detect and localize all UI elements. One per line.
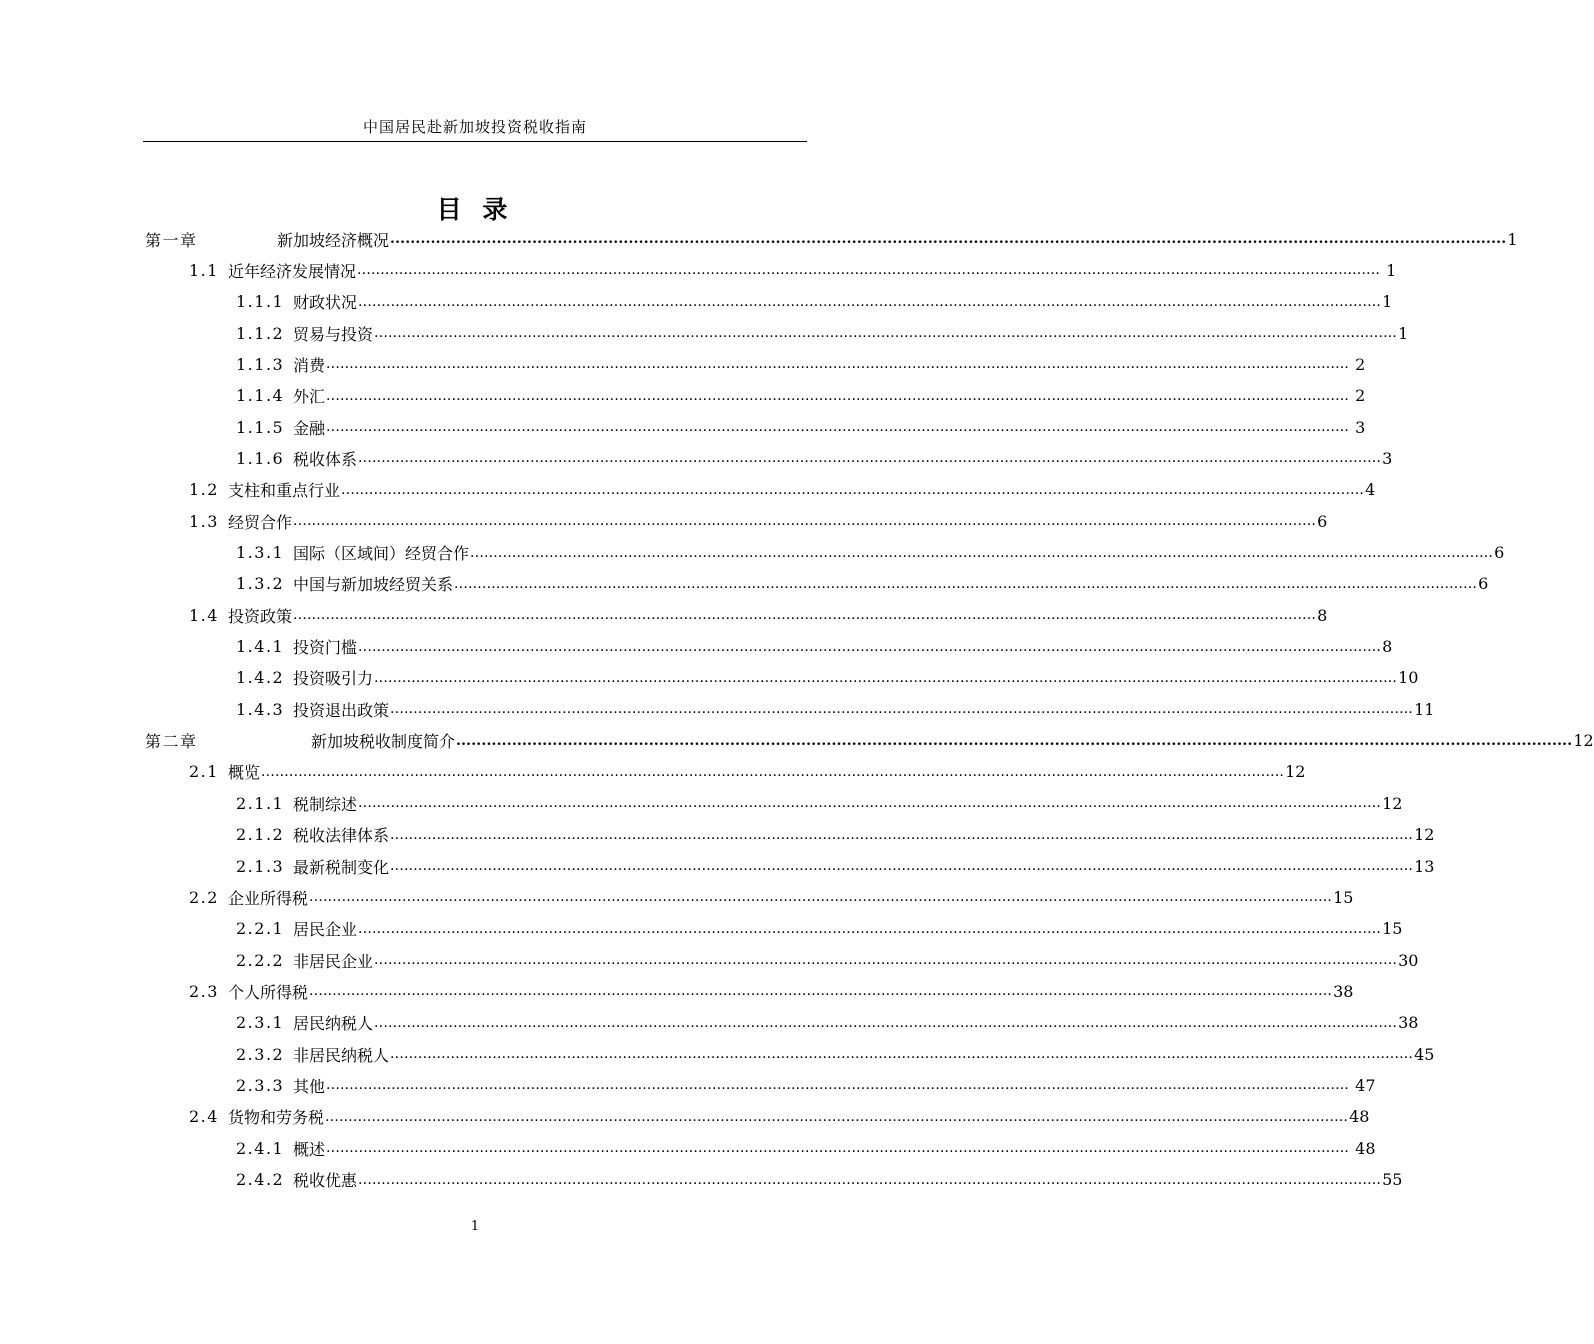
toc-entry[interactable] bbox=[189, 600, 1328, 630]
toc-page-number: 8 bbox=[1382, 637, 1393, 657]
header-rule bbox=[143, 141, 807, 142]
toc-page-number: 55 bbox=[1382, 1170, 1403, 1189]
toc-dot-leader: ............................................................................................................................................................................................................................ bbox=[470, 544, 1494, 561]
toc-dot-leader: ............................................................................................................................................................................................................................ bbox=[326, 356, 1350, 373]
toc-entry-title: 税收体系 bbox=[293, 449, 358, 469]
toc-entry-number: 2.3.1 bbox=[236, 1013, 285, 1033]
toc-entry-number: 1.3.1 bbox=[236, 543, 285, 562]
toc-page-number: 38 bbox=[1333, 981, 1354, 1001]
toc-entry-title: 外汇 bbox=[293, 387, 326, 407]
toc-entry[interactable] bbox=[189, 976, 1354, 1006]
toc-page-number: 15 bbox=[1333, 887, 1354, 907]
toc-entry-title: 近年经济发展情况 bbox=[228, 261, 357, 281]
toc-entry-number: 2.3 bbox=[189, 981, 219, 1001]
toc-dot-leader: ............................................................................................................................................................................................................................ bbox=[326, 419, 1350, 436]
toc-dot-leader: ............................................................................................................................................................................................................................ bbox=[390, 826, 1414, 843]
toc-entry[interactable] bbox=[189, 255, 1397, 285]
toc-page-number: 1 bbox=[1382, 292, 1393, 312]
toc-entry[interactable] bbox=[236, 569, 1489, 599]
toc-entry[interactable] bbox=[189, 1102, 1370, 1132]
toc-page-number: 1 bbox=[1507, 229, 1518, 249]
toc-dot-leader: ............................................................................................................................................................................................................................ bbox=[357, 262, 1381, 279]
toc-entry-title: 居民企业 bbox=[293, 920, 358, 940]
toc-title: 目 录 bbox=[436, 195, 514, 224]
toc-page-number: 13 bbox=[1414, 856, 1435, 876]
toc-entry-number: 1.4 bbox=[189, 605, 219, 625]
toc-dot-leader: ............................................................................................................................................................................................................................ bbox=[326, 387, 1350, 404]
toc-dot-leader: ............................................................................................................................................................................................................................ bbox=[326, 1140, 1350, 1157]
toc-entry[interactable] bbox=[236, 1008, 1419, 1038]
toc-dot-leader: ............................................................................................................................................................................................................................ bbox=[390, 1046, 1414, 1063]
toc-page-number: 48 bbox=[1349, 1107, 1370, 1127]
toc-entry-title: 税收法律体系 bbox=[293, 826, 390, 846]
toc-dot-leader: ............................................................................................................................................................................................................................ bbox=[390, 231, 1507, 247]
toc-page-number: 1 bbox=[1381, 260, 1397, 280]
toc-entry-number: 2.1.3 bbox=[236, 856, 285, 876]
toc-dot-leader: ............................................................................................................................................................................................................................ bbox=[358, 920, 1382, 937]
toc-dot-leader: ............................................................................................................................................................................................................................ bbox=[309, 889, 1333, 906]
toc-entry[interactable] bbox=[236, 381, 1366, 411]
toc-entry[interactable] bbox=[236, 788, 1403, 818]
toc-page-number: 6 bbox=[1478, 574, 1489, 594]
toc-entry-title: 投资吸引力 bbox=[293, 669, 374, 689]
toc-entry-title: 新加坡经济概况 bbox=[277, 230, 390, 250]
toc-entry-number: 1.1.4 bbox=[236, 386, 285, 406]
toc-entry[interactable] bbox=[236, 632, 1393, 662]
toc-dot-leader: ............................................................................................................................................................................................................................ bbox=[261, 763, 1285, 780]
toc-entry-title: 消费 bbox=[293, 355, 326, 375]
toc-page-number: 12 bbox=[1573, 731, 1594, 751]
toc-entry[interactable] bbox=[189, 475, 1376, 505]
toc-entry[interactable] bbox=[236, 851, 1435, 881]
toc-entry[interactable] bbox=[236, 663, 1419, 693]
toc-entry-number: 2.3.3 bbox=[236, 1075, 285, 1095]
toc-entry[interactable] bbox=[189, 506, 1328, 536]
toc-entry-title: 最新税制变化 bbox=[293, 857, 390, 877]
toc-entry-number: 2.2.1 bbox=[236, 919, 285, 939]
toc-entry[interactable] bbox=[236, 914, 1403, 944]
toc-dot-leader: ............................................................................................................................................................................................................................ bbox=[390, 858, 1414, 874]
toc-entry-title: 居民纳税人 bbox=[293, 1014, 374, 1034]
toc-entry-title: 企业所得税 bbox=[228, 888, 309, 908]
toc-entry-number: 第一章 bbox=[145, 230, 198, 250]
toc-entry[interactable] bbox=[236, 349, 1366, 379]
toc-entry[interactable] bbox=[236, 1165, 1403, 1195]
running-header: 中国居民赴新加坡投资税收指南 bbox=[362, 118, 587, 136]
toc-entry-number: 2.1.2 bbox=[236, 825, 285, 845]
toc-entry-title: 中国与新加坡经贸关系 bbox=[293, 575, 454, 595]
toc-entry-title: 非居民纳税人 bbox=[293, 1045, 390, 1065]
toc-entry[interactable] bbox=[236, 443, 1393, 473]
toc-entry[interactable] bbox=[189, 882, 1354, 912]
toc-entry[interactable] bbox=[236, 820, 1435, 850]
toc-entry-number: 2.1.1 bbox=[236, 793, 285, 813]
toc-dot-leader: ............................................................................................................................................................................................................................ bbox=[390, 701, 1414, 718]
toc-entry-title: 概述 bbox=[293, 1139, 326, 1159]
toc-entry-number: 2.1 bbox=[189, 762, 219, 782]
toc-page-number: 6 bbox=[1494, 543, 1505, 562]
toc-entry-number: 第二章 bbox=[145, 732, 198, 752]
toc-page-number: 48 bbox=[1350, 1138, 1376, 1158]
toc-page-number: 11 bbox=[1414, 699, 1435, 719]
toc-dot-leader: ............................................................................................................................................................................................................................ bbox=[358, 795, 1382, 812]
toc-dot-leader: ............................................................................................................................................................................................................................ bbox=[293, 607, 1317, 624]
toc-page-number: 30 bbox=[1398, 950, 1419, 970]
toc-page-number: 6 bbox=[1317, 511, 1328, 531]
toc-chapter-entry[interactable] bbox=[145, 726, 1594, 756]
toc-entry-title: 税收优惠 bbox=[293, 1171, 358, 1190]
toc-page-number: 2 bbox=[1350, 354, 1366, 374]
toc-entry-title: 新加坡税收制度简介 bbox=[311, 732, 456, 752]
toc-entry-title: 投资门槛 bbox=[293, 638, 358, 658]
toc-dot-leader: ............................................................................................................................................................................................................................ bbox=[358, 638, 1382, 655]
toc-entry[interactable] bbox=[189, 757, 1306, 787]
toc-entry-number: 1.1 bbox=[189, 260, 219, 280]
toc-page-number: 47 bbox=[1350, 1075, 1376, 1095]
toc-entry-number: 1.4.3 bbox=[236, 699, 285, 719]
toc-page-number: 10 bbox=[1398, 668, 1419, 688]
toc-entry-number: 2.3.2 bbox=[236, 1044, 285, 1064]
toc-entry-number: 2.2 bbox=[189, 887, 219, 907]
toc-page-number: 2 bbox=[1350, 386, 1366, 406]
toc-entry-number: 2.4.2 bbox=[236, 1170, 285, 1189]
toc-entry[interactable] bbox=[236, 1039, 1435, 1069]
toc-dot-leader: ............................................................................................................................................................................................................................ bbox=[325, 1108, 1349, 1125]
toc-entry[interactable] bbox=[236, 318, 1409, 348]
toc-page-number: 3 bbox=[1350, 417, 1366, 437]
toc-page-number: 1 bbox=[1398, 323, 1409, 343]
toc-page-number: 3 bbox=[1382, 448, 1393, 468]
toc-entry-title: 国际（区域间）经贸合作 bbox=[293, 544, 470, 563]
toc-entry[interactable] bbox=[236, 945, 1419, 975]
toc-entry-number: 1.3.2 bbox=[236, 574, 285, 594]
page-number: 1 bbox=[470, 1219, 480, 1234]
toc-dot-leader: ............................................................................................................................................................................................................................ bbox=[456, 732, 1573, 749]
toc-entry-title: 经贸合作 bbox=[228, 512, 293, 532]
toc-dot-leader: ............................................................................................................................................................................................................................ bbox=[341, 481, 1365, 498]
toc-entry-title: 贸易与投资 bbox=[293, 324, 374, 344]
toc-entry[interactable] bbox=[236, 1133, 1376, 1163]
toc-entry-title: 财政状况 bbox=[293, 293, 358, 313]
toc-dot-leader: ............................................................................................................................................................................................................................ bbox=[293, 513, 1317, 530]
toc-entry[interactable] bbox=[236, 538, 1505, 568]
toc-entry[interactable] bbox=[236, 287, 1393, 317]
toc-dot-leader: ............................................................................................................................................................................................................................ bbox=[374, 952, 1398, 969]
toc-entry-title: 税制综述 bbox=[293, 794, 358, 814]
toc-entry-title: 个人所得税 bbox=[228, 982, 309, 1002]
toc-entry-number: 2.4 bbox=[189, 1107, 219, 1127]
toc-entry-title: 金融 bbox=[293, 418, 326, 438]
toc-entry-number: 1.3 bbox=[189, 511, 219, 531]
toc-entry[interactable] bbox=[236, 694, 1435, 724]
toc-entry-number: 1.2 bbox=[189, 480, 219, 500]
toc-entry[interactable] bbox=[236, 1070, 1376, 1100]
toc-entry-number: 1.1.3 bbox=[236, 354, 285, 374]
toc-entry-title: 概览 bbox=[228, 763, 261, 783]
toc-page-number: 12 bbox=[1382, 793, 1403, 813]
toc-dot-leader: ............................................................................................................................................................................................................................ bbox=[374, 669, 1398, 686]
toc-page-number: 45 bbox=[1414, 1044, 1435, 1064]
toc-entry-number: 1.1.2 bbox=[236, 323, 285, 343]
toc-dot-leader: ............................................................................................................................................................................................................................ bbox=[454, 575, 1478, 592]
toc-dot-leader: ............................................................................................................................................................................................................................ bbox=[358, 293, 1382, 310]
toc-page-number: 8 bbox=[1317, 605, 1328, 625]
toc-entry-number: 1.4.2 bbox=[236, 668, 285, 688]
toc-dot-leader: ............................................................................................................................................................................................................................ bbox=[358, 450, 1382, 467]
toc-entry-title: 其他 bbox=[293, 1076, 326, 1096]
toc-entry-number: 1.1.1 bbox=[236, 292, 285, 312]
toc-entry-title: 支柱和重点行业 bbox=[228, 481, 341, 501]
toc-page-number: 12 bbox=[1285, 762, 1306, 782]
toc-entry[interactable] bbox=[236, 412, 1366, 442]
toc-dot-leader: ............................................................................................................................................................................................................................ bbox=[374, 1014, 1398, 1031]
toc-entry-number: 2.4.1 bbox=[236, 1138, 285, 1158]
toc-entry-title: 投资退出政策 bbox=[293, 700, 390, 720]
toc-entry-title: 非居民企业 bbox=[293, 951, 374, 971]
toc-entry-title: 货物和劳务税 bbox=[228, 1108, 325, 1128]
toc-chapter-entry[interactable] bbox=[145, 224, 1518, 254]
toc-entry-number: 1.1.5 bbox=[236, 417, 285, 437]
toc-page-number: 38 bbox=[1398, 1013, 1419, 1033]
toc-page-number: 4 bbox=[1365, 480, 1376, 500]
toc-entry-title: 投资政策 bbox=[228, 606, 293, 626]
toc-entry-number: 2.2.2 bbox=[236, 950, 285, 970]
toc-dot-leader: ............................................................................................................................................................................................................................ bbox=[374, 325, 1398, 342]
toc-entry-number: 1.4.1 bbox=[236, 637, 285, 657]
toc-entry-number: 1.1.6 bbox=[236, 448, 285, 468]
toc-page-number: 12 bbox=[1414, 825, 1435, 845]
toc-dot-leader: ............................................................................................................................................................................................................................ bbox=[309, 983, 1333, 1000]
toc-dot-leader: ............................................................................................................................................................................................................................ bbox=[326, 1077, 1350, 1094]
toc-page-number: 15 bbox=[1382, 919, 1403, 939]
toc-dot-leader: ............................................................................................................................................................................................................................ bbox=[358, 1171, 1382, 1188]
